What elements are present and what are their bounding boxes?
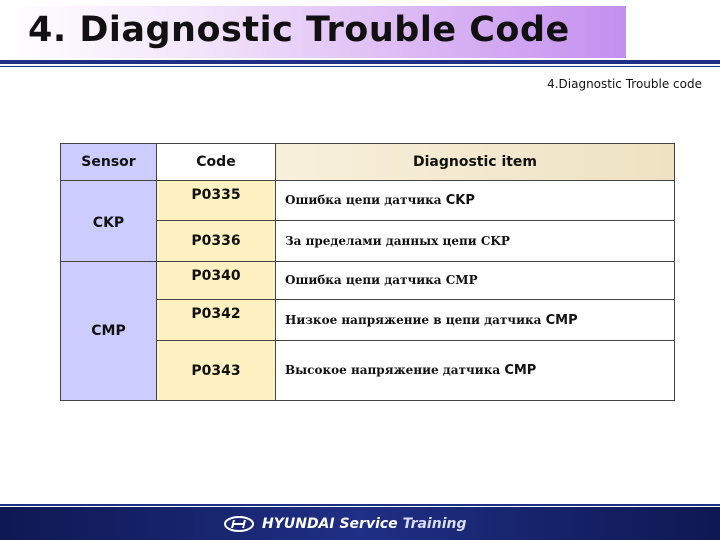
hyundai-logo-icon — [224, 516, 254, 532]
diagnostic-item-cell — [276, 262, 675, 300]
diagnostic-item-cell — [276, 300, 675, 341]
sensor-cell-cmp: CMP — [61, 262, 157, 401]
header-diagnostic-item: Diagnostic item — [276, 144, 675, 181]
footer-brand: HYUNDAI Service — [262, 516, 398, 532]
code-cell: P0335 — [157, 181, 276, 221]
header-sensor: Sensor — [61, 144, 157, 181]
diagnostic-item-cell — [276, 221, 675, 262]
code-cell: P0336 — [157, 221, 276, 262]
page-title: 4. Diagnostic Trouble Code — [28, 10, 570, 50]
title-underline-thick — [0, 60, 720, 64]
code-cell: P0342 — [157, 300, 276, 341]
page-subtitle: 4.Diagnostic Trouble code — [547, 77, 702, 91]
diagnostic-item-cell — [276, 341, 675, 401]
diagnostic-item-cell — [276, 181, 675, 221]
code-cell: P0340 — [157, 262, 276, 300]
item-latin-text: CMP — [545, 312, 578, 328]
sensor-cell-ckp: CKP — [61, 181, 157, 262]
table-row — [61, 181, 675, 221]
footer-divider — [0, 504, 720, 506]
item-latin-text: CKP — [445, 193, 475, 208]
table-row — [61, 262, 675, 300]
code-cell: P0343 — [157, 341, 276, 401]
title-underline-thin — [0, 66, 720, 67]
table-header-row — [61, 144, 675, 181]
footer-bar — [0, 507, 720, 540]
item-text: Ошибка цепи датчика — [285, 193, 446, 207]
item-text: Ошибка цепи датчика CMP — [285, 273, 478, 287]
footer-suffix: Training — [402, 516, 467, 532]
item-text: За пределами данных цепи CKP — [285, 233, 510, 248]
item-text: Низкое напряжение в цепи датчика — [285, 312, 546, 327]
header-code: Code — [157, 144, 276, 181]
item-latin-text: CMP — [504, 363, 537, 378]
footer-brand-text — [262, 516, 466, 532]
dtc-table — [60, 143, 675, 401]
item-text: Высокое напряжение датчика — [285, 363, 505, 377]
